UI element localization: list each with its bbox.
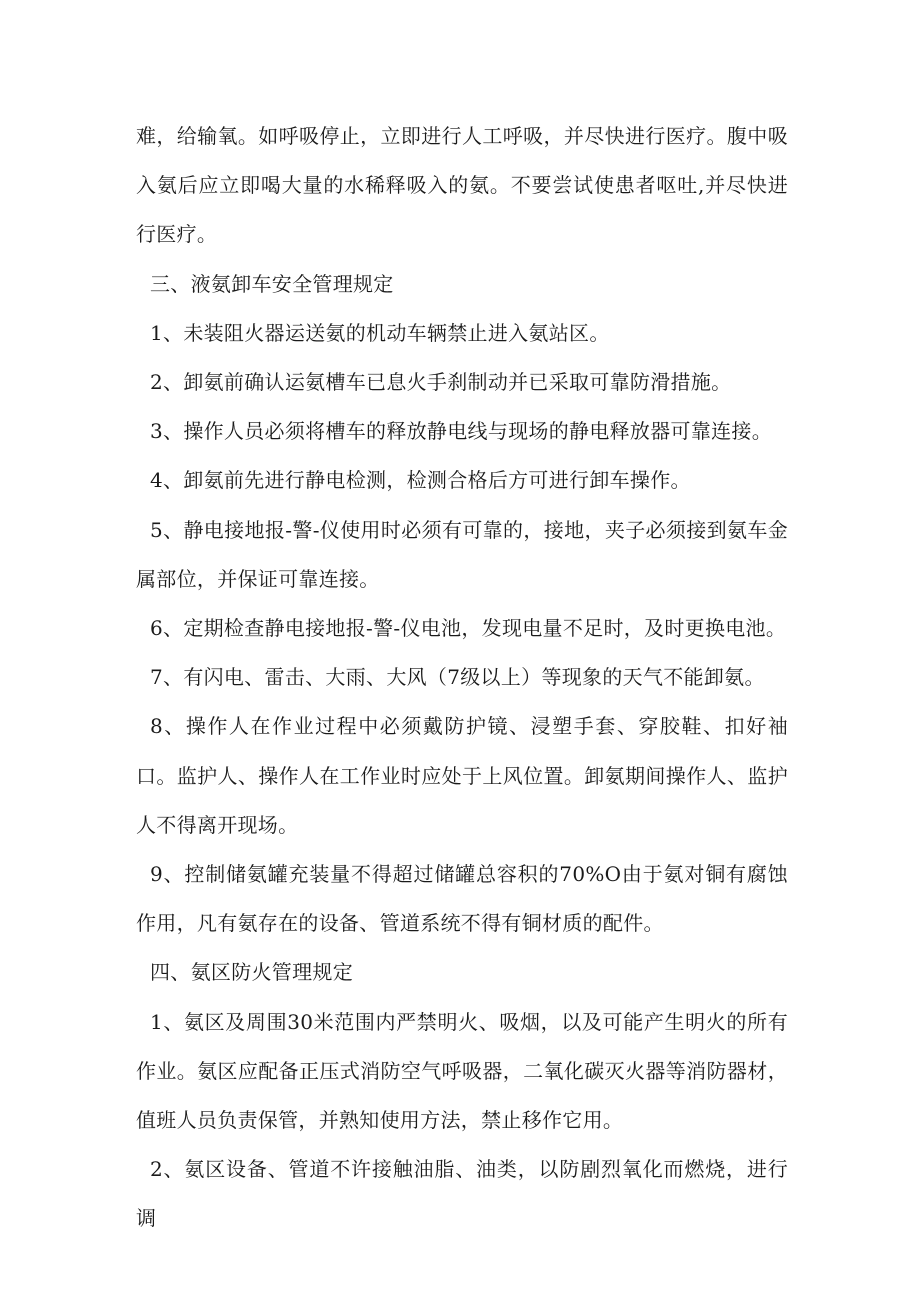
list-item: 6、定期检查静电接地报-警-仪电池，发现电量不足时，及时更换电池。 [150, 616, 787, 641]
list-item: 2、氨区设备、管道不许接触油脂、油类，以防剧烈氧化而燃烧，进行调 [136, 1157, 788, 1231]
list-item: 7、有闪电、雷击、大雨、大风（7级以上）等现象的天气不能卸氨。 [150, 665, 765, 690]
section-heading-unloading-rules: 三、液氨卸车安全管理规定 [150, 271, 394, 296]
list-item: 2、卸氨前确认运氨槽车已息火手刹制动并已采取可靠防滑措施。 [150, 370, 732, 395]
list-item: 8、操作人在作业过程中必须戴防护镜、浸塑手套、穿胶鞋、扣好袖口。监护人、操作人在工作业时应处于上风位置。卸氨期间操作人、监护人不得离开现场。 [136, 714, 788, 837]
list-item: 5、静电接地报-警-仪使用时必须有可靠的，接地，夹子必须接到氨车金属部位，并保证可靠连接。 [136, 517, 788, 591]
list-item: 4、卸氨前先进行静电检测，检测合格后方可进行卸车操作。 [150, 468, 691, 493]
list-item: 9、控制储氨罐充装量不得超过储罐总容积的70%O由于氨对铜有腐蚀作用，凡有氨存在的设备、管道系统不得有铜材质的配件。 [136, 862, 788, 936]
list-item: 1、氨区及周围30米范围内严禁明火、吸烟，以及可能产生明火的所有作业。氨区应配备正压式消防空气呼吸器，二氧化碳灭火器等消防器材，值班人员负责保管，并熟知使用方法，禁止移作它用。 [136, 1009, 788, 1133]
document-body [136, 112, 788, 1244]
paragraph-first-aid-continuation: 难，给输氧。如呼吸停止，立即进行人工呼吸，并尽快进行医疗。腹中吸入氨后应立即喝大量的水稀释吸入的氨。不要尝试使患者呕吐,并尽快进行医疗。 [136, 124, 788, 247]
section-heading-fire-rules: 四、氨区防火管理规定 [150, 960, 353, 985]
list-item: 3、操作人员必须将槽车的释放静电线与现场的静电释放器可靠连接。 [150, 419, 773, 444]
list-item: 1、未装阻火器运送氨的机动车辆禁止进入氨站区。 [150, 320, 610, 345]
